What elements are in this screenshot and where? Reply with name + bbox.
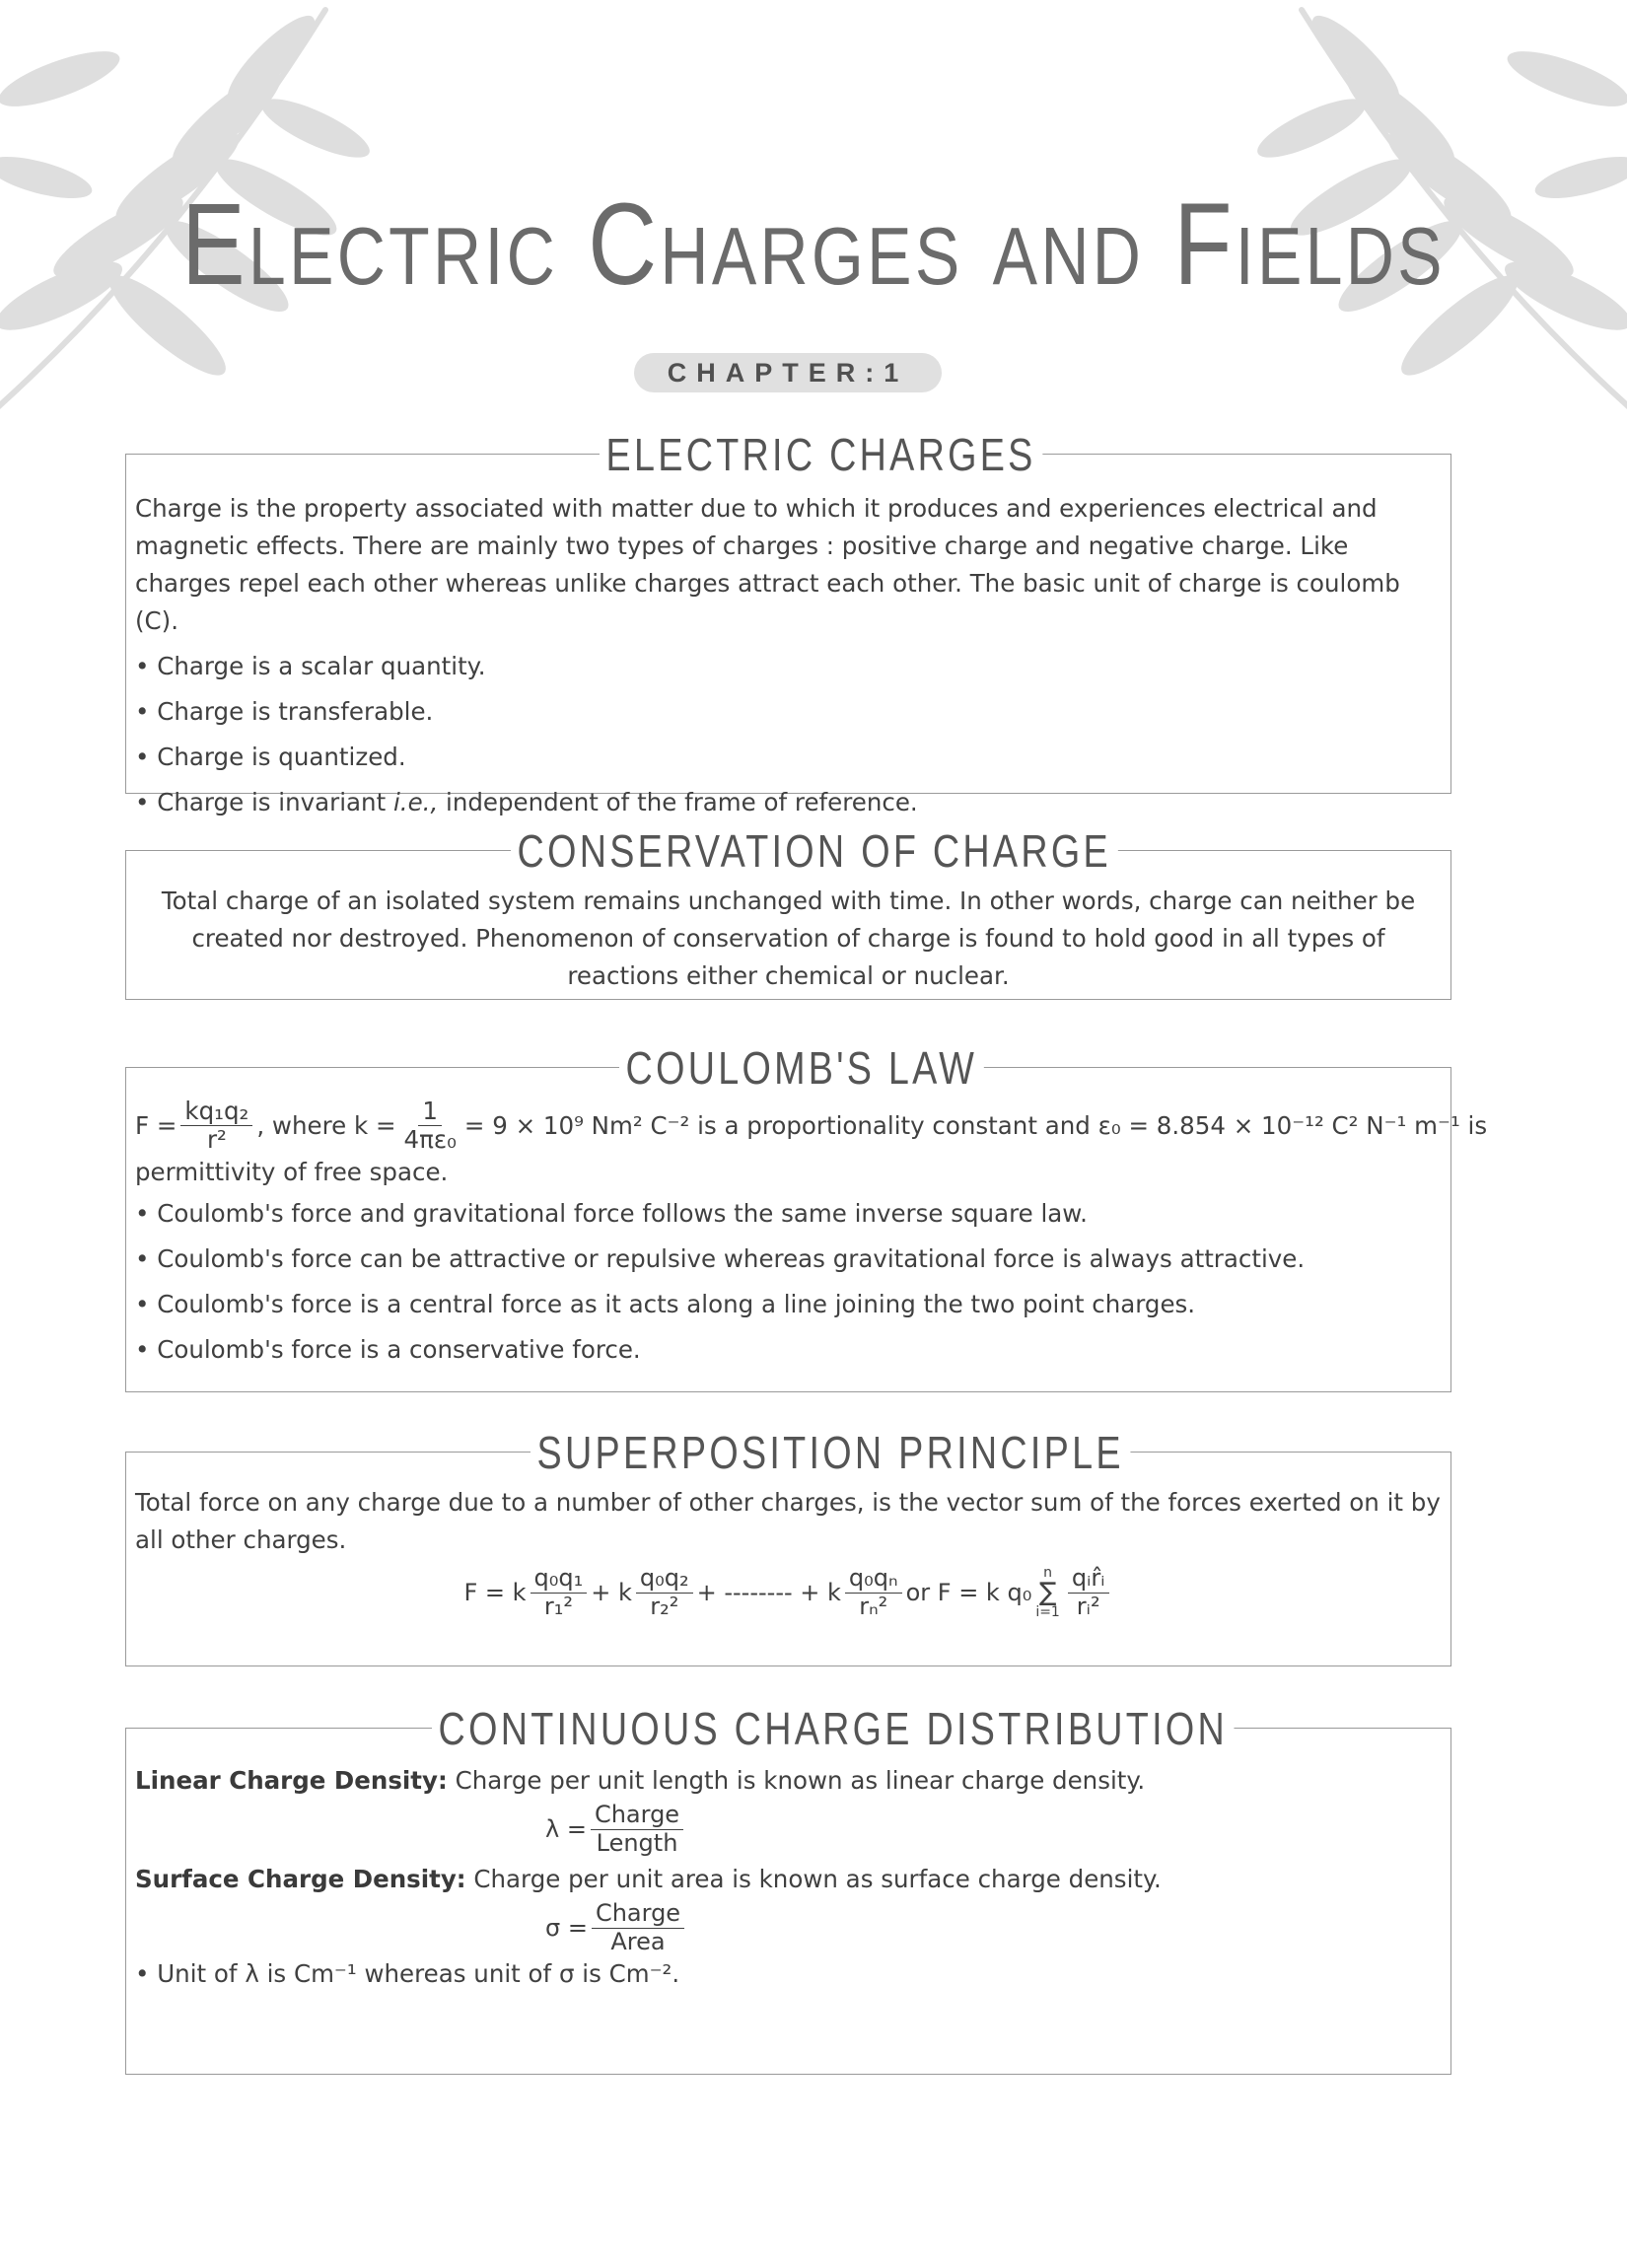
section-heading: ELECTRIC CHARGES bbox=[600, 427, 1042, 482]
section-heading: CONTINUOUS CHARGE DISTRIBUTION bbox=[432, 1701, 1235, 1756]
section-conservation-of-charge bbox=[125, 825, 1451, 1000]
list-item: • Unit of λ is Cm⁻¹ whereas unit of σ is Cm⁻². bbox=[126, 1955, 1450, 1993]
page-title: Electric Charges and Fields bbox=[181, 179, 1446, 310]
section-paragraph: Total charge of an isolated system remains unchanged with time. In other words, charge can neither be created nor destroyed. Phenomenon of conservation of charge is found to hold good in all types of reactions either chemical or nuclear. bbox=[161, 886, 1416, 990]
list-item: • Coulomb's force and gravitational force follows the same inverse square law. bbox=[126, 1191, 1450, 1237]
lambda-equation: λ = $\frac{\text{Charge}}{\text{Length}}$ bbox=[545, 1802, 1450, 1857]
superposition-equation: F = k $\frac{\text{q₀q₁}}{\text{r₁²}}$ + k $\frac{\text{q₀q₂}}{\text{r₂²}}$ + -------- + k $\frac{\text{q₀qₙ}}{\text{rₙ²}}$ or F = k q₀ n ∑ i=1 $\frac{\text{qᵢr̂ᵢ}}{\text{rᵢ²}}$ bbox=[126, 1565, 1450, 1620]
coulomb-fraction: $\frac{\text{kq₁q₂}}{\text{r²}}$ bbox=[180, 1098, 252, 1154]
chapter-badge: CHAPTER:1 bbox=[634, 353, 942, 392]
list-item: • Charge is transferable. bbox=[126, 689, 1450, 735]
section-coulombs-law bbox=[125, 1042, 1488, 1392]
sigma-equation: σ = $\frac{\text{Charge}}{\text{Area}}$ bbox=[545, 1900, 1450, 1955]
list-item: • Charge is quantized. bbox=[126, 735, 1450, 780]
section-electric-charges bbox=[125, 429, 1451, 816]
section-continuous-charge-distribution bbox=[125, 1703, 1451, 2075]
section-heading: COULOMB'S LAW bbox=[619, 1040, 984, 1096]
list-item: • Coulomb's force is a conservative force. bbox=[126, 1327, 1450, 1373]
list-item: • Charge is invariant i.e., independent of the frame of reference. bbox=[126, 780, 1450, 825]
list-item: • Coulomb's force is a central force as it acts along a line joining the two point charges. bbox=[126, 1282, 1450, 1327]
surface-density-line: Surface Charge Density: Charge per unit area is known as surface charge density. bbox=[135, 1865, 1162, 1894]
list-item: • Charge is a scalar quantity. bbox=[126, 644, 1450, 689]
section-paragraph: permittivity of free space. bbox=[135, 1158, 449, 1187]
section-heading: SUPERPOSITION PRINCIPLE bbox=[531, 1425, 1130, 1480]
coulomb-equation: F = $\frac{\text{kq₁q₂}}{\text{r²}}$ , where k = $\frac{1}{\text{4πε₀}}$ = 9 × 10⁹ Nm² C⁻² is a proportionality constant and ε₀ = 8.854 × 10⁻¹² C² N⁻¹ m⁻¹ is bbox=[135, 1097, 1488, 1155]
section-heading: CONSERVATION OF CHARGE bbox=[511, 823, 1118, 879]
summation: n ∑ i=1 bbox=[1035, 1565, 1060, 1621]
section-superposition-principle bbox=[125, 1427, 1451, 1666]
section-paragraph: Total force on any charge due to a number of other charges, is the vector sum of the forces exerted on it by all other charges. bbox=[135, 1488, 1441, 1554]
list-item: • Coulomb's force can be attractive or repulsive whereas gravitational force is always attractive. bbox=[126, 1237, 1450, 1282]
linear-density-line: Linear Charge Density: Charge per unit length is known as linear charge density. bbox=[135, 1766, 1146, 1795]
k-fraction: $\frac{1}{\text{4πε₀}}$ bbox=[403, 1097, 457, 1155]
section-paragraph: Charge is the property associated with matter due to which it produces and experiences electrical and magnetic effects. There are mainly two types of charges : positive charge and negative charge. Like charges repel each other whereas unlike charges attract each other. The basic unit of charge is coulomb (C). bbox=[135, 494, 1400, 635]
